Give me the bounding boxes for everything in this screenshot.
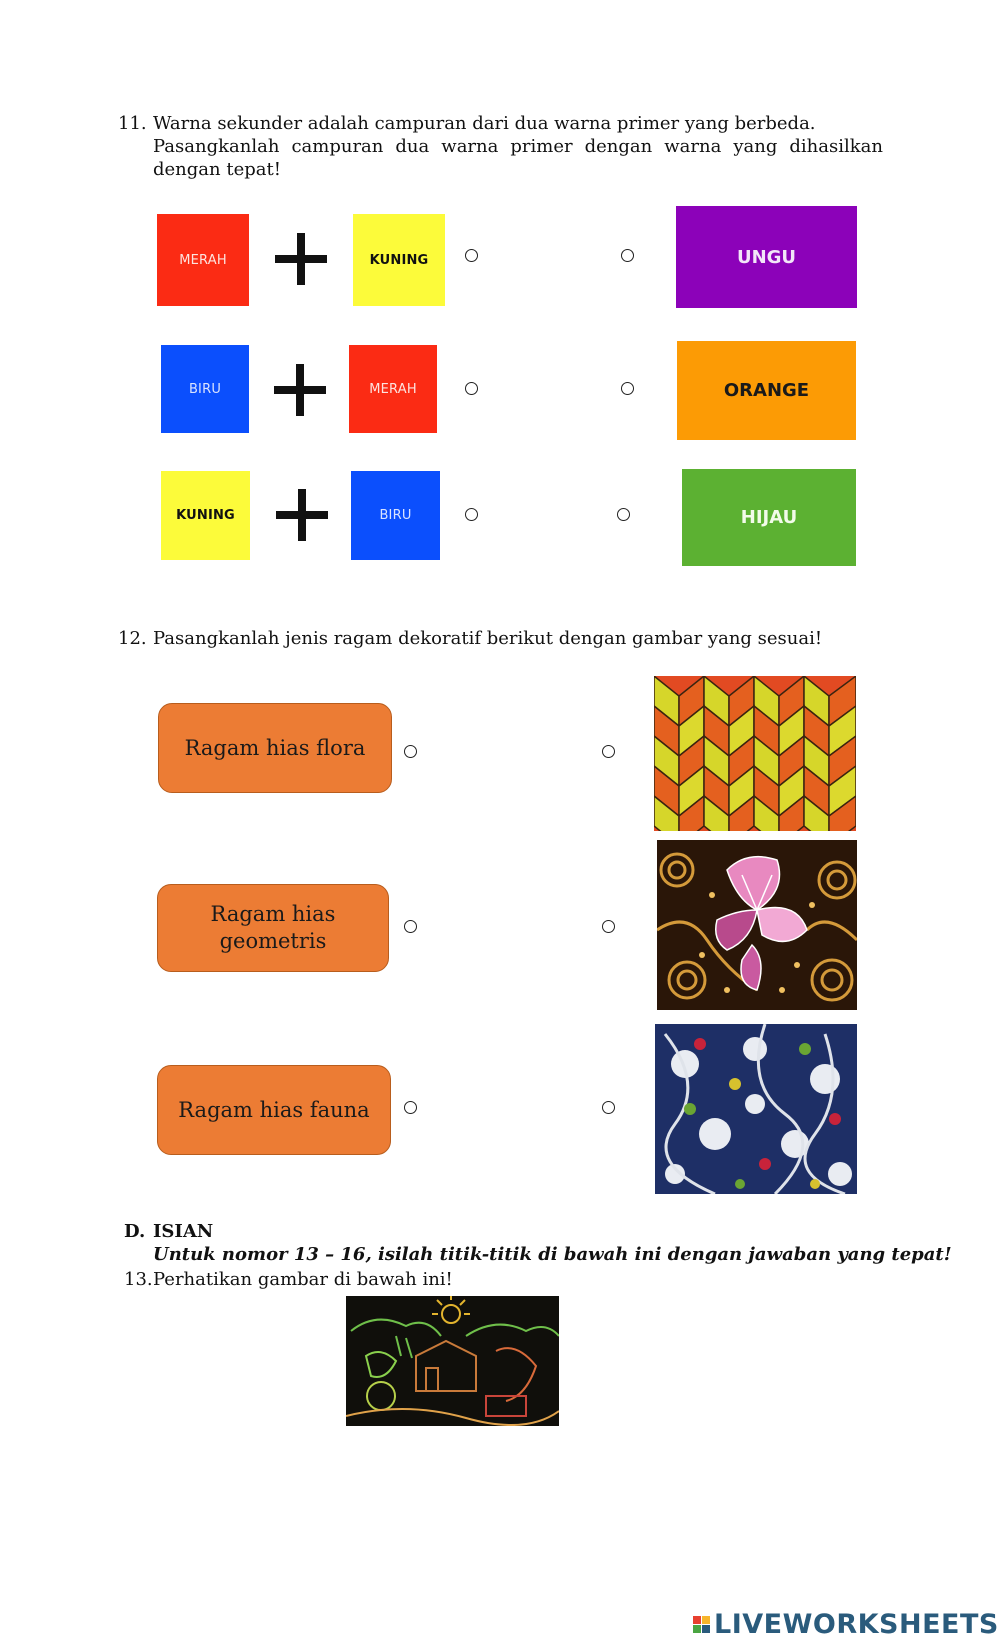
match-dot-right-4[interactable] [602,745,615,758]
scratch-art-image [346,1296,559,1426]
liveworksheets-logo [693,1609,999,1640]
match-dot-right-1[interactable] [621,249,634,262]
section-instruction: Untuk nomor 13 – 16, isilah titik-titik di bawah ini dengan jawaban yang tepat! [153,1244,952,1265]
plus-icon [274,364,326,416]
swatch-yellow: KUNING [353,214,445,306]
section-title: ISIAN [153,1221,214,1242]
match-dot-right-2[interactable] [621,382,634,395]
flora-batik-image [655,1024,857,1194]
match-dot-right-5[interactable] [602,920,615,933]
match-dot-left-1[interactable] [465,249,478,262]
swatch-red: MERAH [349,345,437,433]
q13-number: 13. [124,1269,153,1290]
match-dot-right-3[interactable] [617,508,630,521]
q13-text: Perhatikan gambar di bawah ini! [153,1269,453,1290]
match-dot-right-6[interactable] [602,1101,615,1114]
q11-line1: Warna sekunder adalah campuran dari dua warna primer yang berbeda. [153,113,816,134]
brand-name: LIVEWORKSHEETS [714,1609,999,1640]
pill-geometris: Ragam hias geometris [157,884,389,972]
swatch-blue: BIRU [161,345,249,433]
brand-icon [693,1616,710,1633]
q12-number: 12. [118,628,147,649]
q11-line2: Pasangkanlah campuran dua warna primer dengan warna yang dihasilkan dengan tepat! [153,136,883,180]
plus-icon [276,489,328,541]
match-dot-left-2[interactable] [465,382,478,395]
swatch-blue: BIRU [351,471,440,560]
result-purple: UNGU [676,206,857,308]
fauna-batik-image [657,840,857,1010]
plus-icon [275,233,327,285]
result-orange: ORANGE [677,341,856,440]
result-green: HIJAU [682,469,856,566]
match-dot-left-3[interactable] [465,508,478,521]
q12-text: Pasangkanlah jenis ragam dekoratif berikut dengan gambar yang sesuai! [153,628,823,649]
pill-fauna: Ragam hias fauna [157,1065,391,1155]
q11-number: 11. [118,113,147,134]
match-dot-left-4[interactable] [404,745,417,758]
geometric-pattern-image [654,676,856,831]
swatch-red: MERAH [157,214,249,306]
section-letter: D. [124,1221,146,1242]
swatch-yellow: KUNING [161,471,250,560]
match-dot-left-6[interactable] [404,1101,417,1114]
match-dot-left-5[interactable] [404,920,417,933]
pill-flora: Ragam hias flora [158,703,392,793]
